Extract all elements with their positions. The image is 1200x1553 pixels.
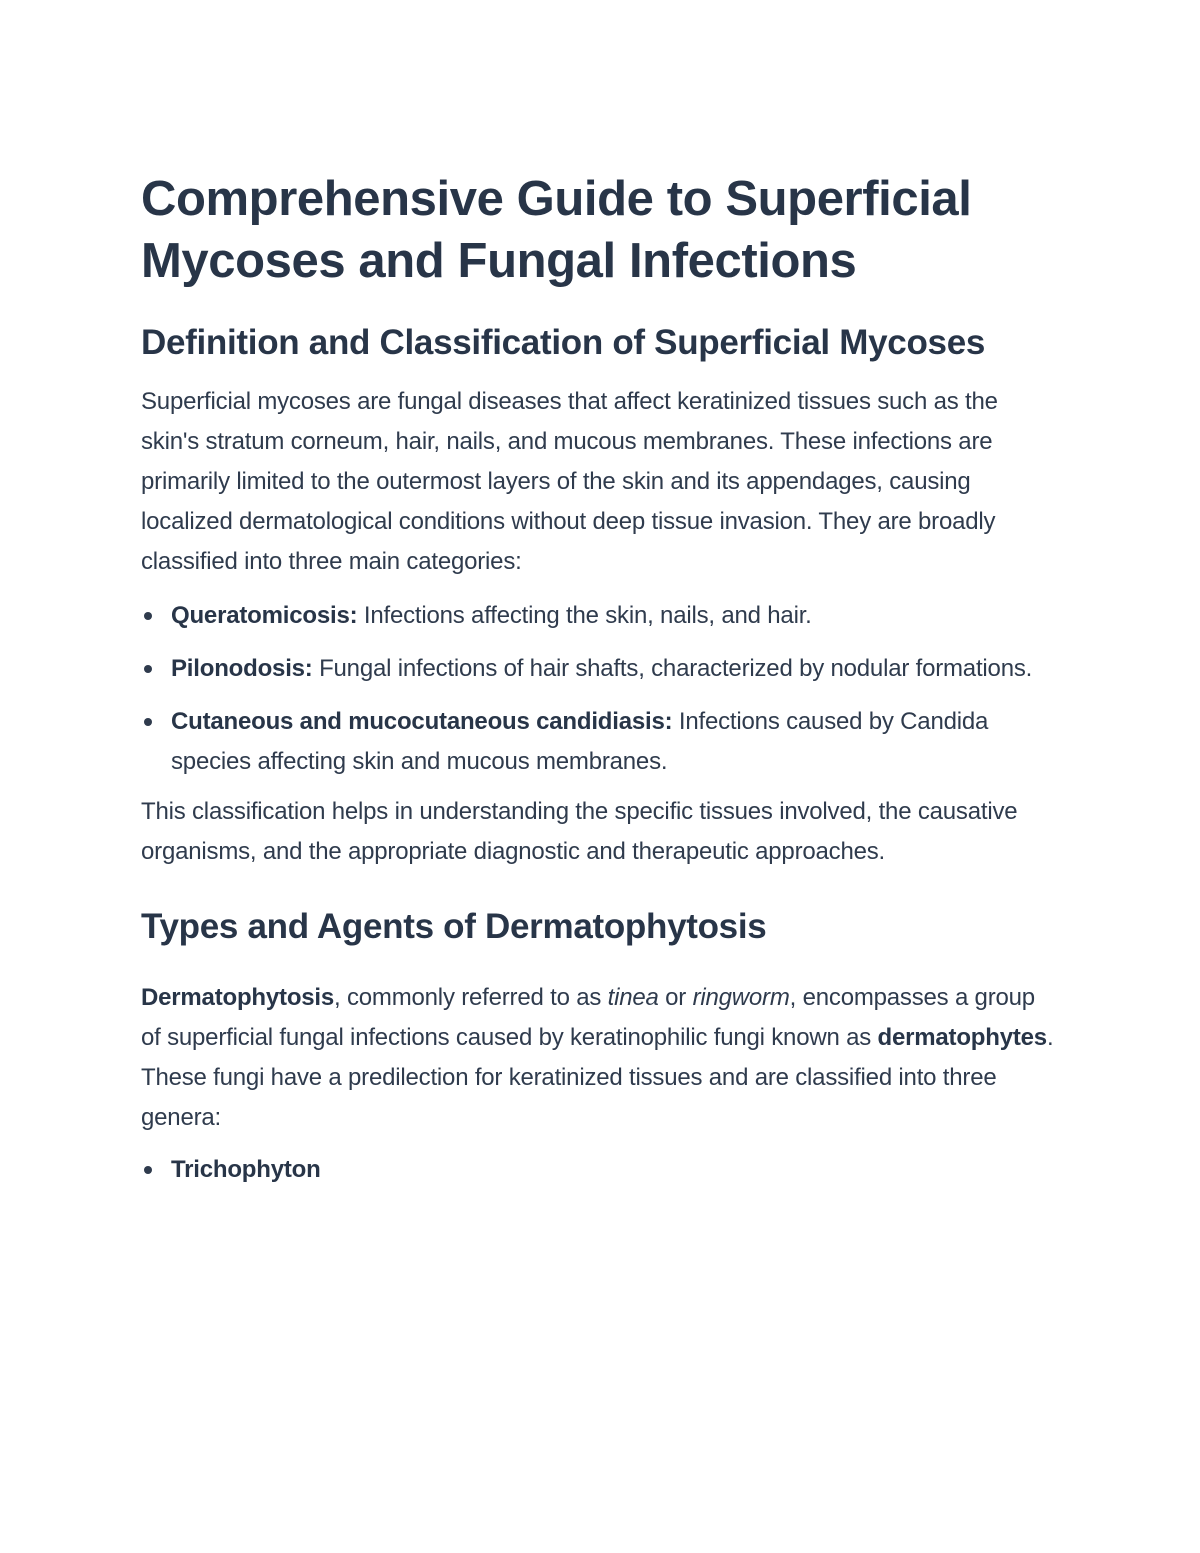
list-item-term: Queratomicosis: (171, 602, 358, 629)
dermatophytosis-intro-paragraph (141, 978, 1056, 1138)
text-span: or (658, 984, 693, 1011)
classification-list (141, 596, 1056, 782)
text-span: , encompasses a group of superficial fungal infections caused by keratinophilic fungi known as (141, 984, 1035, 1051)
list-item-desc: Infections affecting the skin, nails, and hair. (357, 602, 812, 629)
list-item-desc: Infections caused by Candida species affecting skin and mucous membranes. (171, 708, 989, 775)
list-item (141, 649, 1056, 689)
bullet-icon (144, 1166, 152, 1174)
list-item-term: Trichophyton (171, 1156, 321, 1183)
section-heading-dermatophytosis: Types and Agents of Dermatophytosis (141, 907, 767, 946)
list-item-desc: Fungal infections of hair shafts, characterized by nodular formations. (312, 655, 1033, 682)
document-title: Comprehensive Guide to Superficial Mycoses and Fungal Infections (141, 172, 972, 288)
term-dermatophytes: dermatophytes (877, 1024, 1047, 1051)
genera-list (141, 1150, 1056, 1190)
bullet-icon (144, 718, 152, 726)
section-intro-paragraph: Superficial mycoses are fungal diseases that affect keratinized tissues such as the skin's stratum corneum, hair, nails, and mucous membranes. These infections are primarily limited to the outermost layers of the skin and its appendages, causing localized dermatological conditions without deep tissue invasion. They are broadly classified into three main categories: (141, 388, 998, 575)
list-item-term: Cutaneous and mucocutaneous candidiasis: (171, 708, 673, 735)
bullet-icon (144, 665, 152, 673)
list-item (141, 596, 1056, 636)
list-item (141, 1150, 1056, 1190)
bullet-icon (144, 612, 152, 620)
document-page (141, 168, 1056, 1190)
list-item (141, 702, 1056, 782)
term-dermatophytosis: Dermatophytosis (141, 984, 335, 1011)
text-span: . These fungi have a predilection for keratinized tissues and are classified into three genera: (141, 1024, 1054, 1131)
term-ringworm: ringworm (692, 984, 790, 1011)
classification-summary-paragraph: This classification helps in understanding the specific tissues involved, the causative organisms, and the appropriate diagnostic and therapeutic approaches. (141, 798, 1018, 865)
list-item-term: Pilonodosis: (171, 655, 313, 682)
term-tinea: tinea (607, 984, 659, 1011)
section-heading-definition: Definition and Classification of Superficial Mycoses (141, 323, 986, 362)
text-span: , commonly referred to as (334, 984, 608, 1011)
